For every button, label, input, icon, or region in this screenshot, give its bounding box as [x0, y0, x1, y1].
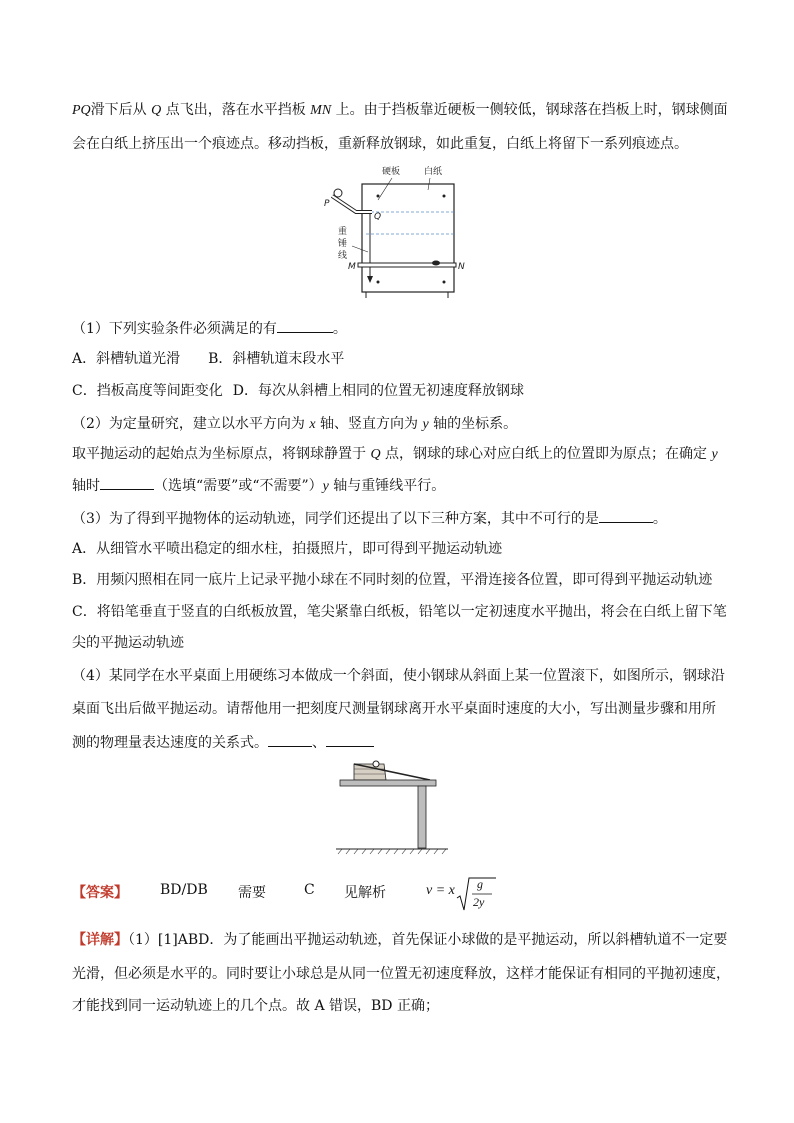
label-hardboard: 硬板: [382, 167, 401, 177]
label-whitepaper: 白纸: [424, 167, 443, 177]
tabletop: [340, 780, 436, 786]
question-3-option-c: C．将铅笔垂直于竖直的白纸板放置，笔尖紧靠白纸板，铅笔以一定初速度水平抛出，将会在白纸上留下笔: [72, 604, 727, 620]
option-d: D．每次从斜槽上相同的位置无初速度释放钢球: [232, 383, 524, 399]
pin-icon: [377, 195, 380, 198]
paragraph-line: [72, 100, 728, 121]
hardboard: [362, 184, 454, 292]
question-4-line-1: （4）某同学在水平桌面上用硬练习本做成一个斜面，使小钢球从斜面上某一位置滚下，如图所示，钢球沿: [72, 668, 725, 684]
baffle-mn: [358, 263, 456, 267]
answer-label: 【答案】: [72, 885, 128, 901]
formula-lhs: v = x: [426, 883, 455, 898]
detail-label: 【详解】: [72, 932, 128, 948]
option-a: A．斜槽轨道光滑: [72, 351, 181, 367]
detail-line-1: 【详解】（1）[1]ABD．为了能画出平抛运动轨迹，首先保证小球做的是平抛运动，所以斜槽轨道不一定要: [72, 932, 728, 948]
text-pq: PQ: [72, 103, 91, 118]
ground-hatch: [338, 849, 446, 854]
detail-line-2: 光滑，但必须是水平的。同时要让小球总是从同一位置无初速度释放，这样才能保证有相同的平抛初速度，: [72, 966, 730, 982]
question-3-option-c-cont: 尖的平抛运动轨迹: [72, 635, 184, 651]
question-3-stem: （3）为了得到平抛物体的运动轨迹，同学们还提出了以下三种方案，其中不可行的是 。: [72, 508, 667, 529]
text-mn: MN: [310, 103, 332, 118]
question-1-options-ab: [72, 349, 344, 369]
pin-icon: [443, 281, 446, 284]
option-c: C．挡板高度等间距变化: [72, 383, 223, 399]
text: 点飞出，落在水平挡板: [161, 102, 311, 118]
formula-denominator: 2y: [473, 895, 485, 909]
paragraph-line: 会在白纸上挤压出一个痕迹点。移动挡板，重新释放钢球，如此重复，白纸上将留下一系列痕迹点。: [72, 136, 688, 152]
answer-3: C: [304, 882, 315, 898]
answer-4: 见解析: [344, 885, 386, 901]
formula-numerator: g: [477, 877, 483, 891]
exercise-book-stack: [354, 764, 386, 780]
question-3-option-a: A．从细管水平喷出稳定的细水柱，拍摄照片，即可得到平抛运动轨迹: [72, 541, 503, 557]
apparatus-figure: [320, 162, 470, 304]
pin-icon: [443, 195, 446, 198]
pin-icon: [377, 281, 380, 284]
question-4-line-3: 测的物理量表达速度的关系式。 、: [72, 732, 374, 753]
question-2-line-2: 取平抛运动的起始点为坐标原点，将钢球静置于 Q 点，钢球的球心对应白纸上的位置即为原点；在确定 y: [72, 446, 718, 462]
label-p: P: [324, 199, 330, 209]
text: 滑下后从: [90, 102, 152, 118]
table-figure: [334, 756, 450, 856]
question-1-stem: （1）下列实验条件必须满足的有 。: [72, 318, 347, 339]
ball-icon: [334, 189, 342, 197]
answer-blank[interactable]: [599, 508, 653, 523]
label-plumb-2: 锤: [338, 239, 348, 249]
label-m: M: [348, 262, 356, 272]
table-leg: [418, 786, 426, 848]
question-2-line-3: 轴时 （选填“需要”或“不需要”）y 轴与重锤线平行。: [72, 475, 445, 497]
ball-icon: [373, 761, 379, 767]
question-2-stem: （2）为定量研究，建立以水平方向为 x 轴、竖直方向为 y 轴的坐标系。: [72, 416, 518, 432]
answer-blank[interactable]: [268, 732, 312, 747]
text: 上。由于挡板靠近硬板一侧较低，钢球落在挡板上时，钢球侧面: [331, 102, 728, 118]
question-3-option-b: B．用频闪照相在同一底片上记录平抛小球在不同时刻的位置，平滑连接各位置，即可得到平抛运动轨迹: [72, 572, 713, 588]
answer-blank[interactable]: [100, 475, 154, 490]
label-n: N: [458, 262, 465, 272]
answer-blank[interactable]: [326, 732, 374, 747]
answer-2: 需要: [238, 885, 266, 901]
question-1-options-cd: [72, 381, 524, 401]
trace-point: [432, 261, 440, 266]
label-plumb-1: 重: [338, 227, 348, 237]
label-q: Q: [374, 212, 382, 222]
detail-line-3: 才能找到同一运动轨迹上的几个点。故 A 错误，BD 正确；: [72, 998, 439, 1014]
option-b: B．斜槽轨道末段水平: [208, 351, 345, 367]
answer-blank[interactable]: [277, 318, 333, 333]
question-4-line-2: 桌面飞出后做平抛运动。请帮他用一把刻度尺测量钢球离开水平桌面时速度的大小，写出测量步骤和用所: [72, 701, 716, 717]
label-plumb-3: 线: [338, 251, 348, 261]
answer-1: BD/DB: [160, 882, 208, 898]
text-q: Q: [151, 103, 162, 118]
